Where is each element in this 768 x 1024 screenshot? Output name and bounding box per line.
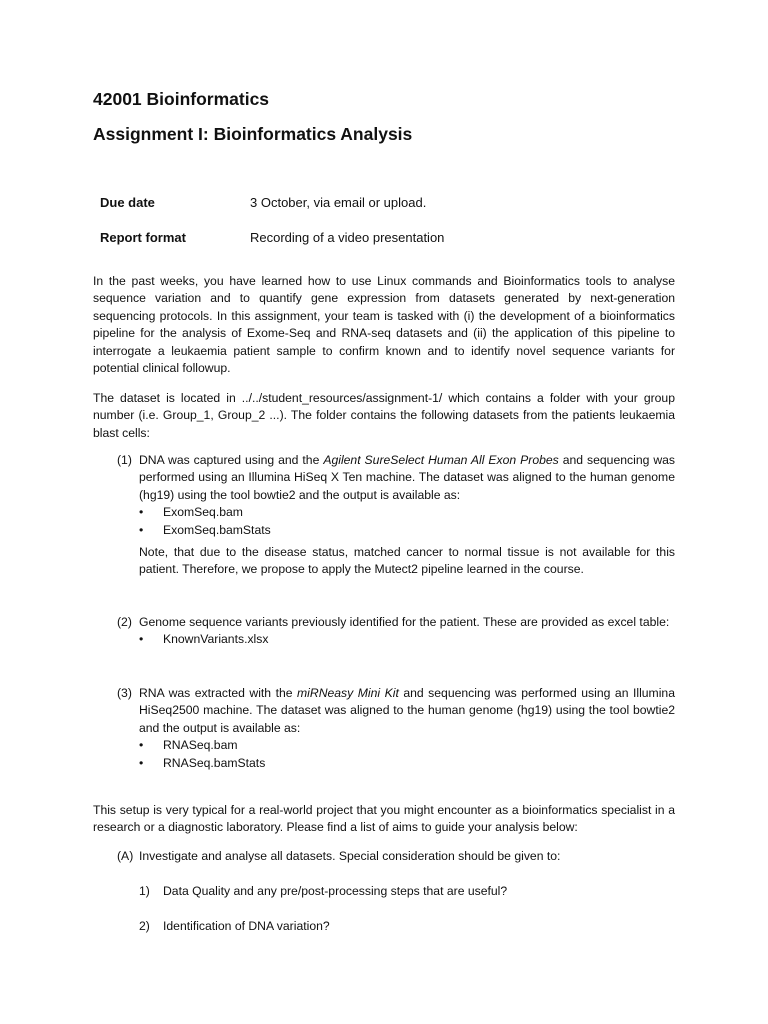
subitem-number: 2) [139,919,150,933]
file-name: • KnownVariants.xlsx [139,631,675,648]
intro-paragraph: In the past weeks, you have learned how to use Linux commands and Bioinformatics tools to analyse sequence variation and to quantify gene expression from datasets generated by next-generation sequencing protocols. In this assignment, your team is tasked with (i) the development of a bioinformatics pipeline for the analysis of Exome-Seq and RNA-seq datasets and (ii) the application of this pipeline to interrogate a leukaemia patient sample to confirm known and to identify novel sequence variants for potential clinical followup. [93,274,675,376]
item-description: RNA was extracted with the miRNeasy Mini Kit and sequencing was performed using an Illumina HiSeq2500 machine. The dataset was aligned to the human genome (hg19) using the tool bowtie2 and the output is available as: [139,686,675,735]
file-name: • ExomSeq.bamStats [139,522,675,539]
subitem-text: Identification of DNA variation? [163,919,330,933]
file-list [117,631,675,648]
aim-text: Investigate and analyse all datasets. Special consideration should be given to: [139,849,561,863]
file-name: • ExomSeq.bam [139,504,675,521]
subitem-number: 1) [139,884,150,898]
file-name: • RNASeq.bamStats [139,755,675,772]
aim-number: (A) [117,849,134,863]
file-list [117,737,675,772]
meta-value: 3 October, via email or upload. [250,195,427,210]
assignment-title: Assignment I: Bioinformatics Analysis [93,124,413,144]
meta-label: Report format [100,230,186,245]
item-description: Genome sequence variants previously identified for the patient. These are provided as excel table: [139,615,670,629]
course-heading: 42001 Bioinformatics [93,89,270,109]
item-description: DNA was captured using and the Agilent SureSelect Human All Exon Probes and sequencing was performed using an Illumina HiSeq X Ten machine. The dataset was aligned to the human genome (hg19) using the tool bowtie2 and the output is available as: [139,453,676,502]
dataset-paragraph: The dataset is located in ../../student_resources/assignment-1/ which contains a folder with your group number (i.e. Group_1, Group_2 ...). The folder contains the following datasets from the patients leukaemia blast cells: [93,391,675,440]
subitem-text: Data Quality and any pre/post-processing steps that are useful? [163,884,508,898]
item-note: Note, that due to the disease status, matched cancer to normal tissue is not available for this patient. Therefore, we propose to apply the Mutect2 pipeline learned in the course. [139,545,675,577]
meta-value: Recording of a video presentation [250,230,445,245]
file-list [117,504,675,539]
item-number: (3) [117,686,132,700]
dataset-item-3 [117,685,675,772]
setup-paragraph: This setup is very typical for a real-world project that you might encounter as a bioinformatics specialist in a research or a diagnostic laboratory. Please find a list of aims to guide your analysis below: [93,803,675,835]
file-name: • RNASeq.bam [139,737,675,754]
meta-label: Due date [100,195,155,210]
dataset-item-1 [117,452,675,579]
item-number: (2) [117,615,132,629]
item-number: (1) [117,453,132,467]
dataset-item-2 [117,614,675,649]
aim-a [117,848,675,865]
